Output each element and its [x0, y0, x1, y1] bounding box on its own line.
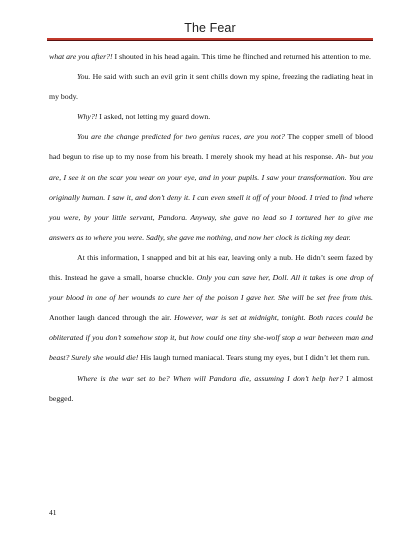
text-run: His laugh turned maniacal. Tears stung my eyes, but I didn’t let them run. [138, 353, 370, 363]
text-run: At this information, I snapped and bit at his ear, leaving only a nub. He didn’t seem fazed by this. Instead he gave a small, hoarse chuckle. [49, 252, 373, 283]
italic-text-run: Only you can save her, Doll. All it takes is one drop of your blood in one of her wounds to cure her of the poison I gave her. She will be set free from this. [49, 273, 373, 303]
paragraph [49, 127, 373, 248]
italic-text-run: Why?! [77, 112, 98, 122]
paragraph [49, 67, 373, 107]
text-run: I shouted in his head again. This time he flinched and returned his attention to me. [112, 52, 371, 61]
paragraph [49, 47, 373, 67]
page-number: 41 [49, 508, 57, 517]
text-run: The copper smell of blood had begun to rise up to my nose from his breath. I merely shook my head at his response. [49, 132, 373, 162]
paragraph [49, 248, 373, 369]
header-title: The Fear [184, 21, 236, 35]
text-run: Another laugh danced through the air. [49, 313, 175, 323]
italic-text-run: However, war is set at midnight, tonight. Both races could be obliterated if you don’t somehow stop it, but how could one tiny she-wolf stop a war between man and beast? Surely she would die! [49, 313, 373, 363]
italic-text-run: You. [77, 72, 91, 82]
paragraph [49, 369, 373, 409]
body-text [49, 47, 373, 409]
text-run: I asked, not letting my guard down. [97, 112, 211, 122]
text-run: He said with such an evil grin it sent chills down my spine, freezing the radiating heat in my body. [49, 72, 373, 102]
text-run: I almost begged. [49, 373, 373, 403]
italic-text-run: what are you after?! [49, 52, 113, 61]
paragraph [49, 107, 373, 127]
italic-text-run: Ah- but you are, I see it on the scar you wear on your eye, and in your pupils. I saw your transformation. You are originally human. I saw it, and don’t deny it. I can even smell it off of your blood. I tried to find where you were, by your little servant, Pandora. Anyway, she gave no lead so I tortured her to give me answers as to where you were. Sadly, she gave me nothing, and now her clock is ticking my dear. [49, 152, 373, 242]
italic-text-run: Where is the war set to be? When will Pandora die, assuming I don’t help her? [77, 373, 343, 383]
header-divider [47, 38, 373, 41]
italic-text-run: You are the change predicted for two genius races, are you not? [77, 132, 285, 142]
